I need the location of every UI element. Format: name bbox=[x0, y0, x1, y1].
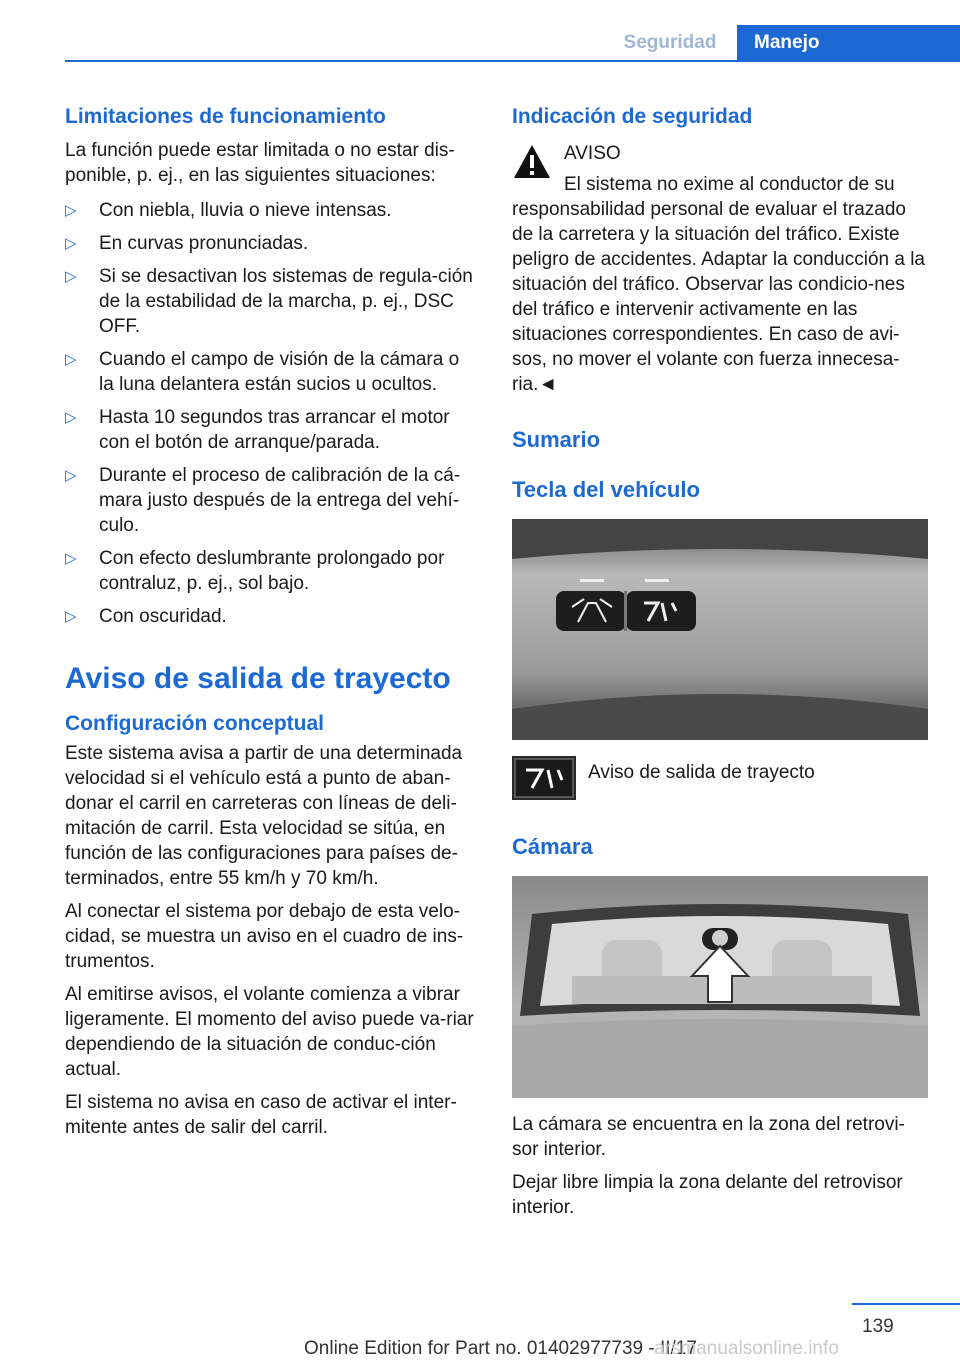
list-item: ▷ Si se desactivan los sistemas de regula‐ción de la estabilidad de la marcha, p. ej., DSC OFF. bbox=[65, 266, 473, 337]
warning-text: El sistema no exime al conductor de su responsabilidad personal de evaluar el trazado de la carretera y la situación del tráfico. Existe peligro de accidentes. Adaptar la conducción a la situación del tráfico. Observar las condicio‐nes del tráfico e intervenir activamente en las situaciones correspondientes. En caso de avi‐sos, no mover el volante con fuerza innecesa‐ria.◄ bbox=[512, 174, 925, 395]
watermark: arsmanualsonline.info bbox=[654, 1338, 839, 1359]
camera-paragraph: La cámara se encuentra en la zona del retrovi‐sor interior. bbox=[512, 1114, 905, 1160]
warning-triangle-icon bbox=[512, 142, 552, 182]
edition-label: Online Edition for Part no. 01402977739 - II/17 bbox=[304, 1338, 697, 1359]
list-item: ▷ Con niebla, lluvia o nieve intensas. bbox=[65, 200, 392, 221]
triangle-bullet-icon: ▷ bbox=[65, 235, 77, 252]
triangle-bullet-icon: ▷ bbox=[65, 268, 77, 285]
list-item: ▷ Durante el proceso de calibración de la cá‐mara justo después de la entrega del vehí‐culo. bbox=[65, 465, 461, 536]
triangle-bullet-icon: ▷ bbox=[65, 351, 77, 368]
warning-block bbox=[512, 140, 930, 397]
concept-paragraph: El sistema no avisa en caso de activar el inter‐mitente antes de salir del carril. bbox=[65, 1092, 457, 1138]
tab-seguridad[interactable]: Seguridad bbox=[623, 32, 717, 53]
footer-rule bbox=[852, 1303, 960, 1305]
camera-photo bbox=[512, 876, 928, 1098]
triangle-bullet-icon: ▷ bbox=[65, 409, 77, 426]
concept-paragraph: Este sistema avisa a partir de una determinada velocidad si el vehículo está a punto de aban‐donar el carril en carreteras con líneas de deli‐mitación de carril. Esta velocidad se sitúa, en función de las configuraciones para países de‐terminados, entre 55 km/h y 70 km/h. bbox=[65, 743, 463, 889]
concept-paragraph: Al conectar el sistema por debajo de esta velo‐cidad, se muestra un aviso en el cuadro de ins‐trumentos. bbox=[65, 901, 464, 972]
vehicle-key-photo bbox=[512, 519, 928, 740]
triangle-bullet-icon: ▷ bbox=[65, 608, 77, 625]
list-item: ▷ En curvas pronunciadas. bbox=[65, 233, 309, 254]
camera-paragraph: Dejar libre limpia la zona delante del retrovisor interior. bbox=[512, 1172, 903, 1218]
list-item: ▷ Hasta 10 segundos tras arrancar el motor con el botón de arranque/parada. bbox=[65, 407, 450, 453]
key-caption: Aviso de salida de trayecto bbox=[588, 762, 815, 783]
list-item: ▷ Con efecto deslumbrante prolongado por contraluz, p. ej., sol bajo. bbox=[65, 548, 445, 594]
limits-title: Limitaciones de funcionamiento bbox=[65, 105, 386, 128]
right-column bbox=[512, 98, 930, 1220]
list-item: ▷ Con oscuridad. bbox=[65, 606, 227, 627]
warning-label: AVISO bbox=[564, 143, 621, 164]
list-item: ▷ Cuando el campo de visión de la cámara o la luna delantera están sucios u ocultos. bbox=[65, 349, 460, 395]
triangle-bullet-icon: ▷ bbox=[65, 202, 77, 219]
safety-title: Indicación de seguridad bbox=[512, 105, 753, 128]
concept-paragraph: Al emitirse avisos, el volante comienza a vibrar ligeramente. El momento del aviso puede va‐riar dependiendo de la situación de conduc‐ción actual. bbox=[65, 984, 474, 1080]
header-rule bbox=[65, 60, 960, 62]
lane-departure-icon bbox=[512, 756, 576, 800]
section-title: Aviso de salida de trayecto bbox=[65, 662, 451, 695]
tab-manejo[interactable]: Manejo bbox=[737, 25, 960, 61]
summary-title: Sumario bbox=[512, 427, 601, 452]
limits-intro: La función puede estar limitada o no estar dis‐ponible, p. ej., en las siguientes situaciones: bbox=[65, 140, 455, 186]
triangle-bullet-icon: ▷ bbox=[65, 467, 77, 484]
left-column bbox=[65, 98, 477, 1140]
concept-title: Configuración conceptual bbox=[65, 712, 325, 735]
limits-list bbox=[65, 198, 477, 629]
page-number: 139 bbox=[862, 1316, 894, 1337]
triangle-bullet-icon: ▷ bbox=[65, 550, 77, 567]
key-title: Tecla del vehículo bbox=[512, 477, 700, 502]
key-caption-row bbox=[512, 756, 930, 804]
camera-title: Cámara bbox=[512, 834, 593, 859]
